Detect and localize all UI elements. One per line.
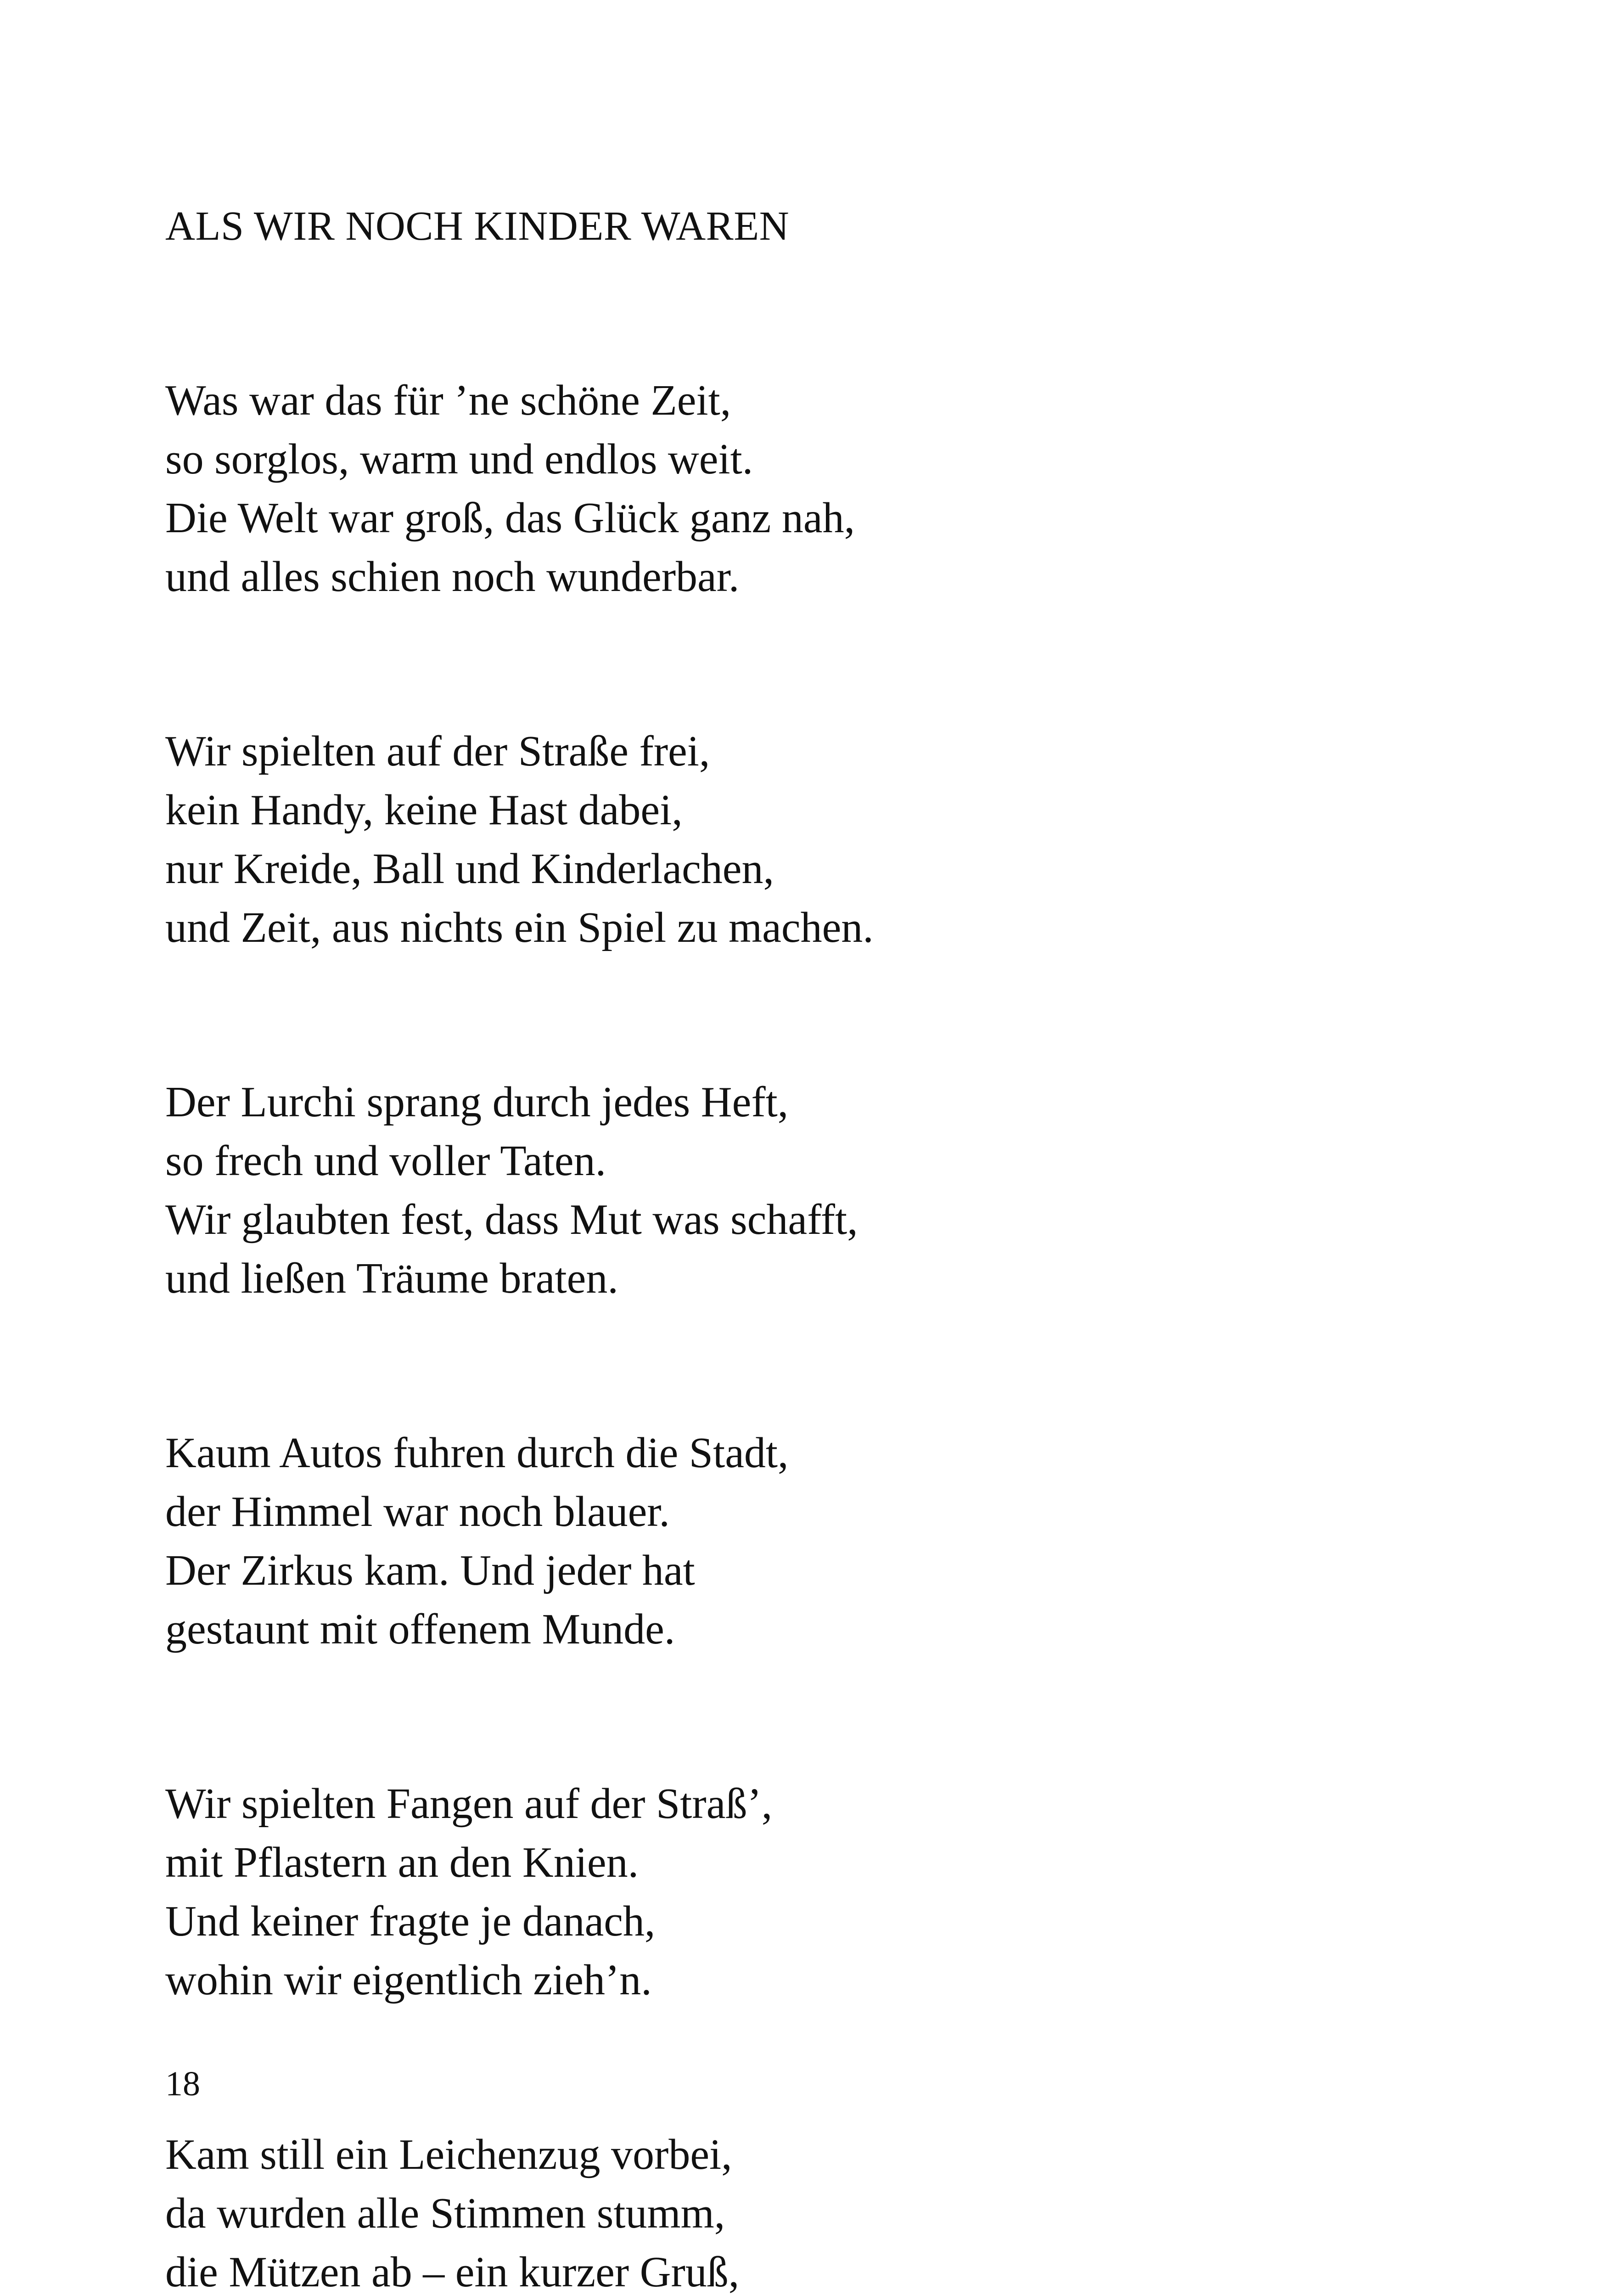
poem-body bbox=[165, 371, 874, 2296]
stanza-line: Wir spielten auf der Straße frei, bbox=[165, 727, 710, 775]
stanza-line: und ließen Träume braten. bbox=[165, 1255, 618, 1302]
stanza-line: Kaum Autos fuhren durch die Stadt, bbox=[165, 1429, 789, 1477]
stanza-line: wohin wir eigentlich zieh’n. bbox=[165, 1956, 652, 2004]
stanza-line: Wir spielten Fangen auf der Straß’, bbox=[165, 1780, 773, 1828]
stanza-line: Kam still ein Leichenzug vorbei, bbox=[165, 2131, 732, 2178]
stanza-line: Der Lurchi sprang durch jedes Heft, bbox=[165, 1078, 789, 1126]
stanza-line: gestaunt mit offenem Munde. bbox=[165, 1605, 675, 1653]
page-number: 18 bbox=[165, 2065, 200, 2103]
stanza-4 bbox=[165, 1424, 874, 1659]
poem-title: ALS WIR NOCH KINDER WAREN bbox=[165, 203, 790, 249]
stanza-3 bbox=[165, 1073, 874, 1308]
stanza-line: mit Pflastern an den Knien. bbox=[165, 1839, 639, 1886]
stanza-line: nur Kreide, Ball und Kinderlachen, bbox=[165, 845, 774, 893]
stanza-line: da wurden alle Stimmen stumm, bbox=[165, 2189, 725, 2237]
stanza-5 bbox=[165, 1774, 874, 2009]
stanza-line: der Himmel war noch blauer. bbox=[165, 1488, 670, 1536]
stanza-line: Und keiner fragte je danach, bbox=[165, 1897, 656, 1945]
stanza-2 bbox=[165, 722, 874, 957]
stanza-line: so sorglos, warm und endlos weit. bbox=[165, 435, 753, 483]
stanza-line: Die Welt war groß, das Glück ganz nah, bbox=[165, 494, 855, 542]
stanza-line: und alles schien noch wunderbar. bbox=[165, 553, 740, 601]
stanza-6 bbox=[165, 2125, 874, 2296]
stanza-line: so frech und voller Taten. bbox=[165, 1137, 606, 1185]
stanza-line: die Mützen ab – ein kurzer Gruß, bbox=[165, 2248, 740, 2296]
stanza-line: kein Handy, keine Hast dabei, bbox=[165, 786, 683, 834]
stanza-1 bbox=[165, 371, 874, 606]
stanza-line: Der Zirkus kam. Und jeder hat bbox=[165, 1547, 695, 1594]
stanza-line: Wir glaubten fest, dass Mut was schafft, bbox=[165, 1196, 858, 1244]
stanza-line: und Zeit, aus nichts ein Spiel zu machen. bbox=[165, 904, 874, 951]
stanza-line: Was war das für ’ne schöne Zeit, bbox=[165, 377, 731, 424]
